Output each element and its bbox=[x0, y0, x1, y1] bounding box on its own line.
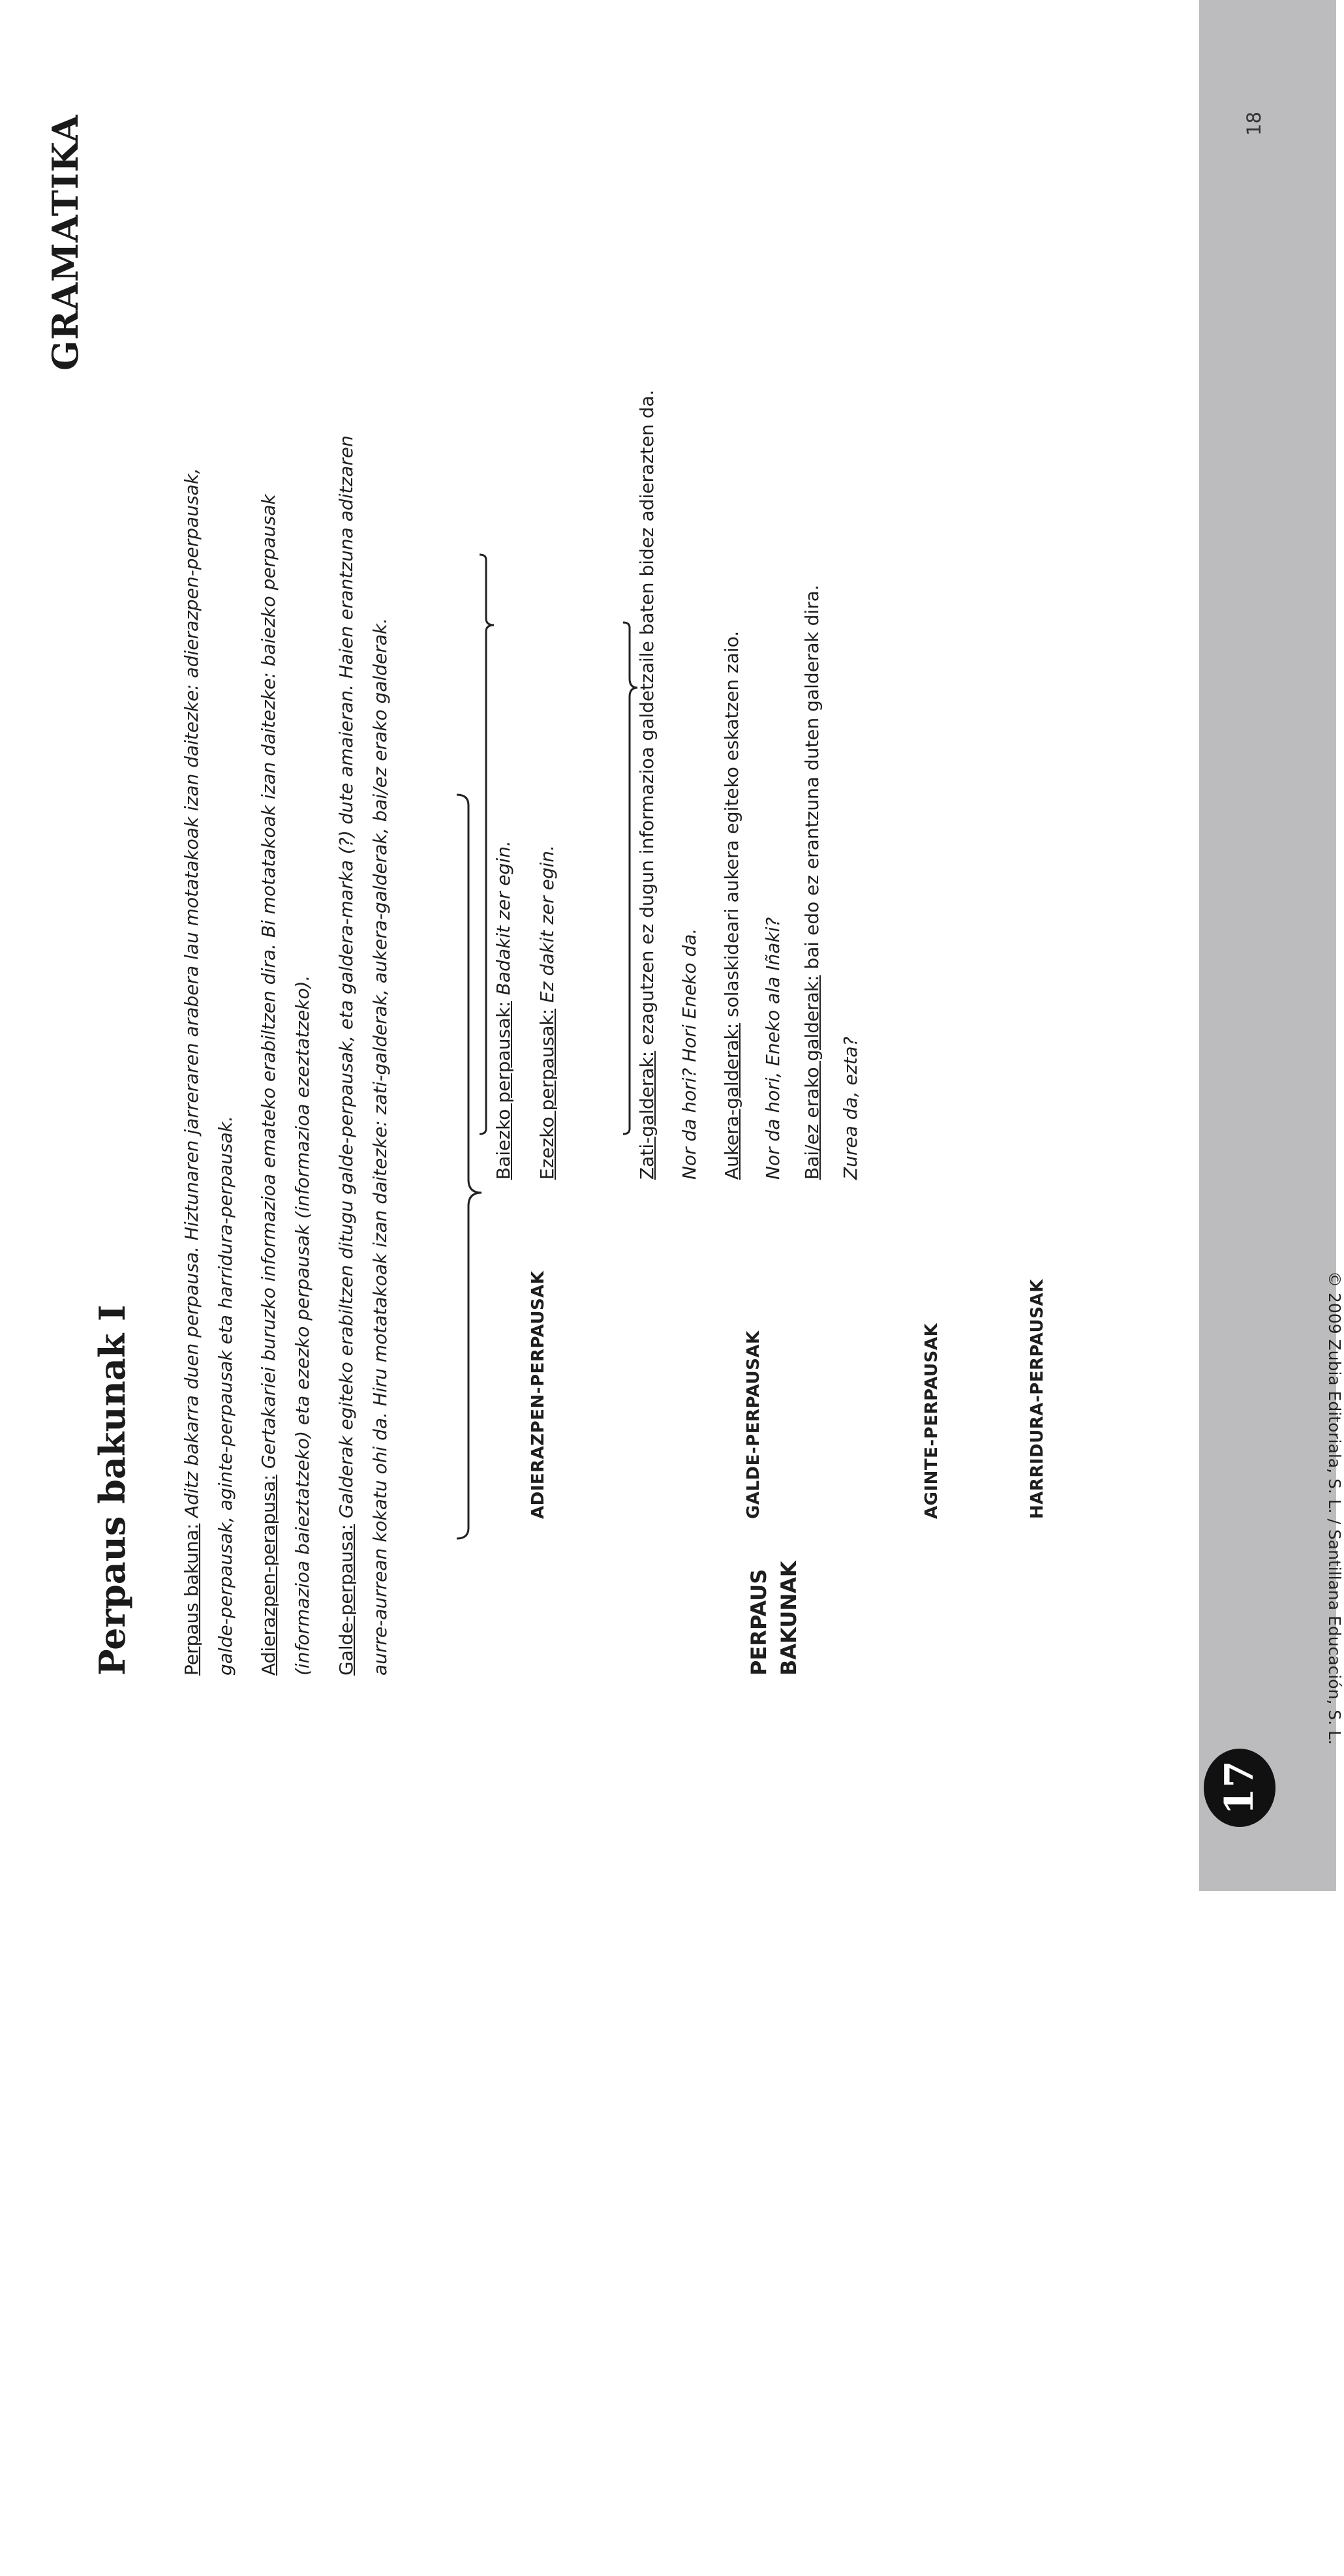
galde-aukera-example bbox=[762, 917, 784, 1180]
item-text: ezagutzen ez dugun informazioa galdetzaile baten bidez adierazten da. bbox=[636, 390, 658, 1051]
definition-text: Aditz bakarra duen perpausa. Hiztunaren jarreraren arabera lau motatakoak izan daitezke: adierazpen-perpausak, bbox=[181, 468, 202, 1524]
root-label-line1: PERPAUS bbox=[746, 1569, 771, 1676]
galde-zati bbox=[636, 390, 658, 1180]
copyright-text: © 2009 Zubia Editoriala, S. L. / Santillana Educación, S. L. bbox=[1325, 1271, 1344, 1745]
galde-zati-example bbox=[679, 928, 700, 1180]
brace-galde bbox=[623, 622, 637, 1134]
galde-baiez bbox=[801, 585, 823, 1180]
item-term: Zati-galderak: bbox=[636, 1050, 658, 1180]
category-harridura: HARRIDURA-PERPAUSAK bbox=[1028, 1279, 1047, 1519]
item-term: Baiezko perpausak: bbox=[493, 1001, 514, 1180]
diagram-root bbox=[744, 1561, 804, 1676]
item-term: Bai/ez erako galderak: bbox=[801, 975, 823, 1180]
category-adierazpen: ADIERAZPEN-PERPAUSAK bbox=[528, 1270, 548, 1519]
item-text: solaskideari aukera egiteko eskatzen zaio. bbox=[721, 630, 742, 1023]
item-term: Aukera-galderak: bbox=[721, 1022, 742, 1180]
definition-text: galde-perpausak, aginte-perpausak eta harridura-perpausak. bbox=[215, 1116, 236, 1676]
adierazpen-baiezko bbox=[493, 840, 514, 1180]
page-number: 18 bbox=[1243, 112, 1265, 136]
definition-term: Perpaus bakuna: bbox=[181, 1523, 202, 1676]
galde-baiez-example bbox=[840, 1037, 861, 1180]
adierazpen-ezezko bbox=[536, 845, 558, 1180]
brace-adierazpen bbox=[480, 555, 494, 1134]
item-example: Nor da hori? Hori Eneko da. bbox=[679, 928, 700, 1180]
definition-text: Galderak egiteko erabiltzen ditugu galde-perpausak, eta galdera-marka (?) dute amaieran. Haien erantzuna aditzaren bbox=[335, 435, 357, 1524]
definition-text: (informazioa baieztatzeko) eta ezezko perpausak (informazioa ezeztatzeko). bbox=[292, 975, 313, 1676]
definition-text: aurre-aurrean kokatu ohi da. Hiru motatakoak izan daitezke: zati-galderak, aukera-galderak, bai/ez erako galderak. bbox=[369, 617, 391, 1676]
item-example: Badakit zer egin. bbox=[493, 840, 514, 1002]
category-galde: GALDE-PERPAUSAK bbox=[744, 1330, 763, 1519]
definition-term: Adierazpen-perapusa: bbox=[258, 1474, 279, 1676]
item-text: bai edo ez erantzuna duten galderak dira. bbox=[801, 585, 823, 975]
brace-root bbox=[457, 795, 481, 1539]
root-label-line2: BAKUNAK bbox=[776, 1561, 801, 1676]
page-title: Perpaus bakunak I bbox=[91, 1304, 133, 1676]
galde-aukera bbox=[721, 631, 742, 1180]
section-label: GRAMATIKA bbox=[44, 114, 86, 371]
item-example: Zurea da, ezta? bbox=[840, 1036, 861, 1180]
item-term: Ezezko perpausak: bbox=[536, 1008, 558, 1180]
unit-number-badge: 17 bbox=[1204, 1749, 1275, 1827]
definition-text: Gertakariei buruzko informazioa emateko erabiltzen dira. Bi motatakoak izan daitezke: baiezko perpausak bbox=[258, 494, 279, 1475]
item-example: Nor da hori, Eneko ala Iñaki? bbox=[762, 917, 784, 1180]
category-aginte: AGINTE-PERPAUSAK bbox=[922, 1323, 941, 1519]
definition-term: Galde-perpausa: bbox=[335, 1524, 357, 1676]
item-example: Ez dakit zer egin. bbox=[536, 845, 558, 1009]
